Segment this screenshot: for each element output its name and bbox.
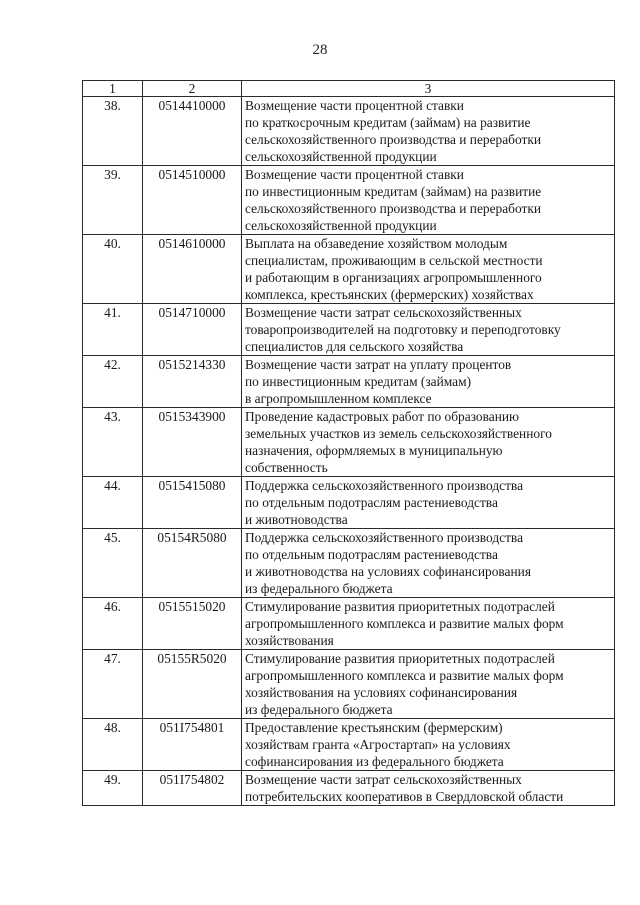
row-description: Предоставление крестьянским (фермерским) хозяйствам гранта «Агростартап» на условиях софинансирования из федерального бюджета — [242, 719, 615, 771]
column-header-description: 3 — [242, 81, 615, 97]
column-header-code: 2 — [143, 81, 242, 97]
table-row — [83, 408, 615, 477]
row-description: Возмещение части затрат сельскохозяйственных потребительских кооперативов в Свердловской области — [242, 771, 615, 806]
budget-code: 0514510000 — [143, 166, 242, 235]
budget-codes-table — [82, 80, 615, 806]
row-number: 39. — [83, 166, 143, 235]
table-header-row — [83, 81, 615, 97]
row-number: 44. — [83, 477, 143, 529]
row-description: Поддержка сельскохозяйственного производства по отдельным подотраслям растениеводства и животноводства — [242, 477, 615, 529]
budget-code: 0515415080 — [143, 477, 242, 529]
row-description: Стимулирование развития приоритетных подотраслей агропромышленного комплекса и развитие малых форм хозяйствования на условиях софинансирования из федерального бюджета — [242, 650, 615, 719]
row-number: 49. — [83, 771, 143, 806]
budget-code: 05154R5080 — [143, 529, 242, 598]
page-number: 28 — [312, 42, 328, 58]
row-number: 45. — [83, 529, 143, 598]
budget-code: 05155R5020 — [143, 650, 242, 719]
budget-code: 0514710000 — [143, 304, 242, 356]
row-number: 48. — [83, 719, 143, 771]
row-description: Поддержка сельскохозяйственного производства по отдельным подотраслям растениеводства и животноводства на условиях софинансирования из федерального бюджета — [242, 529, 615, 598]
row-description: Стимулирование развития приоритетных подотраслей агропромышленного комплекса и развитие малых форм хозяйствования — [242, 598, 615, 650]
row-description: Проведение кадастровых работ по образованию земельных участков из земель сельскохозяйственного назначения, оформляемых в муниципальную собственность — [242, 408, 615, 477]
row-number: 42. — [83, 356, 143, 408]
table-row — [83, 598, 615, 650]
table-row — [83, 719, 615, 771]
budget-code: 0515515020 — [143, 598, 242, 650]
budget-code: 051I754801 — [143, 719, 242, 771]
budget-code: 0515214330 — [143, 356, 242, 408]
row-number: 41. — [83, 304, 143, 356]
row-number: 40. — [83, 235, 143, 304]
budget-code: 0515343900 — [143, 408, 242, 477]
row-description: Возмещение части затрат сельскохозяйственных товаропроизводителей на подготовку и переподготовку специалистов для сельского хозяйства — [242, 304, 615, 356]
budget-code: 0514410000 — [143, 97, 242, 166]
row-number: 43. — [83, 408, 143, 477]
table-row — [83, 771, 615, 806]
row-number: 46. — [83, 598, 143, 650]
table-row — [83, 477, 615, 529]
table-row — [83, 529, 615, 598]
table-row — [83, 235, 615, 304]
row-number: 38. — [83, 97, 143, 166]
row-number: 47. — [83, 650, 143, 719]
table-row — [83, 356, 615, 408]
table-row — [83, 166, 615, 235]
row-description: Возмещение части затрат на уплату процентов по инвестиционным кредитам (займам) в агропромышленном комплексе — [242, 356, 615, 408]
column-header-number: 1 — [83, 81, 143, 97]
table-row — [83, 304, 615, 356]
budget-code: 051I754802 — [143, 771, 242, 806]
row-description: Возмещение части процентной ставки по инвестиционным кредитам (займам) на развитие сельскохозяйственного производства и переработки сельскохозяйственной продукции — [242, 166, 615, 235]
table-body — [83, 97, 615, 806]
row-description: Возмещение части процентной ставки по краткосрочным кредитам (займам) на развитие сельскохозяйственного производства и переработки сельскохозяйственной продукции — [242, 97, 615, 166]
table-row — [83, 97, 615, 166]
budget-code: 0514610000 — [143, 235, 242, 304]
row-description: Выплата на обзаведение хозяйством молодым специалистам, проживающим в сельской местности и работающим в организациях агропромышленного комплекса, крестьянских (фермерских) хозяйствах — [242, 235, 615, 304]
table-row — [83, 650, 615, 719]
